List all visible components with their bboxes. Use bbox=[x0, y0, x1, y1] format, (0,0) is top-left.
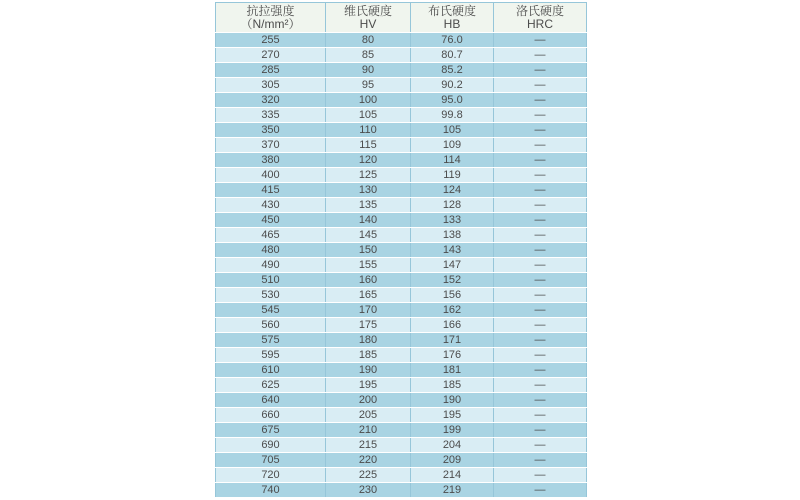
table-cell: 530 bbox=[216, 288, 326, 303]
table-cell: — bbox=[494, 153, 587, 168]
table-cell: — bbox=[494, 438, 587, 453]
table-cell: 430 bbox=[216, 198, 326, 213]
table-cell: — bbox=[494, 168, 587, 183]
table-cell: 152 bbox=[411, 273, 494, 288]
table-cell: 190 bbox=[326, 363, 411, 378]
table-cell: 255 bbox=[216, 33, 326, 48]
table-cell: 400 bbox=[216, 168, 326, 183]
table-cell: 171 bbox=[411, 333, 494, 348]
table-row bbox=[216, 438, 587, 453]
table-cell: 190 bbox=[411, 393, 494, 408]
table-cell: 155 bbox=[326, 258, 411, 273]
table-header bbox=[216, 3, 587, 33]
table-row bbox=[216, 138, 587, 153]
column-title: 抗拉强度 bbox=[246, 4, 295, 18]
table-cell: 450 bbox=[216, 213, 326, 228]
table-body bbox=[216, 33, 587, 498]
table-cell: 350 bbox=[216, 123, 326, 138]
table-cell: 95.0 bbox=[411, 93, 494, 108]
table-row bbox=[216, 153, 587, 168]
table-row bbox=[216, 228, 587, 243]
table-cell: 109 bbox=[411, 138, 494, 153]
table-row bbox=[216, 198, 587, 213]
table-cell: 130 bbox=[326, 183, 411, 198]
table-cell: 76.0 bbox=[411, 33, 494, 48]
table-row bbox=[216, 348, 587, 363]
table-cell: — bbox=[494, 213, 587, 228]
column-unit: （N/mm²） bbox=[240, 17, 301, 31]
table-cell: 625 bbox=[216, 378, 326, 393]
table-cell: 199 bbox=[411, 423, 494, 438]
table-cell: 145 bbox=[326, 228, 411, 243]
column-header-brinell-hardness bbox=[411, 3, 494, 33]
table-cell: 740 bbox=[216, 483, 326, 498]
table-cell: 285 bbox=[216, 63, 326, 78]
table-cell: — bbox=[494, 138, 587, 153]
column-header-rockwell-hardness bbox=[494, 3, 587, 33]
column-title: 布氏硬度 bbox=[427, 4, 476, 18]
table-cell: 185 bbox=[326, 348, 411, 363]
table-cell: 135 bbox=[326, 198, 411, 213]
table-row bbox=[216, 93, 587, 108]
table-cell: 220 bbox=[326, 453, 411, 468]
table-cell: 166 bbox=[411, 318, 494, 333]
table-cell: — bbox=[494, 258, 587, 273]
table-cell: 105 bbox=[411, 123, 494, 138]
table-cell: 105 bbox=[326, 108, 411, 123]
table-row bbox=[216, 408, 587, 423]
table-cell: 85.2 bbox=[411, 63, 494, 78]
table-row bbox=[216, 108, 587, 123]
table-cell: — bbox=[494, 123, 587, 138]
table-cell: 370 bbox=[216, 138, 326, 153]
table-row bbox=[216, 33, 587, 48]
table-cell: 415 bbox=[216, 183, 326, 198]
table-cell: 110 bbox=[326, 123, 411, 138]
table-cell: — bbox=[494, 228, 587, 243]
table-cell: 195 bbox=[326, 378, 411, 393]
table-cell: 180 bbox=[326, 333, 411, 348]
table-cell: 690 bbox=[216, 438, 326, 453]
table-cell: — bbox=[494, 363, 587, 378]
table-row bbox=[216, 273, 587, 288]
table-cell: — bbox=[494, 108, 587, 123]
table-cell: 610 bbox=[216, 363, 326, 378]
table-cell: 595 bbox=[216, 348, 326, 363]
table-cell: — bbox=[494, 48, 587, 63]
table-cell: 510 bbox=[216, 273, 326, 288]
table-cell: — bbox=[494, 408, 587, 423]
table-cell: 215 bbox=[326, 438, 411, 453]
table-cell: 675 bbox=[216, 423, 326, 438]
table-cell: 335 bbox=[216, 108, 326, 123]
column-header-vickers-hardness bbox=[326, 3, 411, 33]
table-cell: — bbox=[494, 63, 587, 78]
table-cell: — bbox=[494, 348, 587, 363]
table-cell: 150 bbox=[326, 243, 411, 258]
table-cell: 185 bbox=[411, 378, 494, 393]
table-row bbox=[216, 243, 587, 258]
table-cell: 705 bbox=[216, 453, 326, 468]
table-cell: 560 bbox=[216, 318, 326, 333]
table-cell: 162 bbox=[411, 303, 494, 318]
table-cell: — bbox=[494, 318, 587, 333]
table-cell: — bbox=[494, 78, 587, 93]
table-row bbox=[216, 333, 587, 348]
table-cell: 125 bbox=[326, 168, 411, 183]
table-row bbox=[216, 363, 587, 378]
table-row bbox=[216, 378, 587, 393]
table-cell: 480 bbox=[216, 243, 326, 258]
table-cell: 225 bbox=[326, 468, 411, 483]
table-cell: 575 bbox=[216, 333, 326, 348]
table-cell: 545 bbox=[216, 303, 326, 318]
table-cell: 114 bbox=[411, 153, 494, 168]
hardness-table-container bbox=[215, 2, 586, 498]
table-cell: 90.2 bbox=[411, 78, 494, 93]
table-cell: 138 bbox=[411, 228, 494, 243]
table-cell: — bbox=[494, 468, 587, 483]
table-row bbox=[216, 78, 587, 93]
table-row bbox=[216, 483, 587, 498]
table-row bbox=[216, 168, 587, 183]
table-cell: 90 bbox=[326, 63, 411, 78]
table-cell: 100 bbox=[326, 93, 411, 108]
table-row bbox=[216, 213, 587, 228]
table-row bbox=[216, 48, 587, 63]
table-cell: 660 bbox=[216, 408, 326, 423]
table-cell: 380 bbox=[216, 153, 326, 168]
table-cell: 181 bbox=[411, 363, 494, 378]
table-cell: 133 bbox=[411, 213, 494, 228]
table-cell: — bbox=[494, 288, 587, 303]
table-row bbox=[216, 288, 587, 303]
table-cell: — bbox=[494, 183, 587, 198]
table-cell: 80 bbox=[326, 33, 411, 48]
table-cell: 165 bbox=[326, 288, 411, 303]
table-cell: — bbox=[494, 33, 587, 48]
column-title: 维氏硬度 bbox=[343, 4, 392, 18]
table-cell: — bbox=[494, 93, 587, 108]
table-cell: — bbox=[494, 303, 587, 318]
column-header-tensile-strength bbox=[216, 3, 326, 33]
table-cell: 147 bbox=[411, 258, 494, 273]
table-cell: 140 bbox=[326, 213, 411, 228]
table-cell: 209 bbox=[411, 453, 494, 468]
table-cell: 160 bbox=[326, 273, 411, 288]
table-cell: — bbox=[494, 243, 587, 258]
table-cell: — bbox=[494, 378, 587, 393]
table-row bbox=[216, 318, 587, 333]
table-row bbox=[216, 63, 587, 78]
column-unit: HRC bbox=[527, 17, 553, 31]
table-cell: 85 bbox=[326, 48, 411, 63]
table-row bbox=[216, 423, 587, 438]
table-cell: 120 bbox=[326, 153, 411, 168]
table-row bbox=[216, 303, 587, 318]
table-header-row bbox=[216, 3, 587, 33]
table-row bbox=[216, 393, 587, 408]
table-cell: 170 bbox=[326, 303, 411, 318]
table-cell: 270 bbox=[216, 48, 326, 63]
table-cell: 204 bbox=[411, 438, 494, 453]
table-cell: 210 bbox=[326, 423, 411, 438]
table-cell: 200 bbox=[326, 393, 411, 408]
table-cell: 95 bbox=[326, 78, 411, 93]
column-unit: HV bbox=[359, 17, 377, 31]
table-cell: 490 bbox=[216, 258, 326, 273]
table-cell: — bbox=[494, 333, 587, 348]
table-cell: — bbox=[494, 198, 587, 213]
column-title: 洛氏硬度 bbox=[515, 4, 564, 18]
table-cell: 230 bbox=[326, 483, 411, 498]
table-row bbox=[216, 183, 587, 198]
table-cell: 640 bbox=[216, 393, 326, 408]
table-cell: 320 bbox=[216, 93, 326, 108]
hardness-conversion-table bbox=[215, 2, 587, 498]
table-cell: 156 bbox=[411, 288, 494, 303]
table-cell: — bbox=[494, 453, 587, 468]
table-cell: — bbox=[494, 423, 587, 438]
table-cell: 143 bbox=[411, 243, 494, 258]
table-cell: — bbox=[494, 393, 587, 408]
table-cell: — bbox=[494, 273, 587, 288]
table-cell: 195 bbox=[411, 408, 494, 423]
table-cell: 128 bbox=[411, 198, 494, 213]
table-cell: 720 bbox=[216, 468, 326, 483]
table-cell: 80.7 bbox=[411, 48, 494, 63]
table-row bbox=[216, 453, 587, 468]
table-cell: 305 bbox=[216, 78, 326, 93]
column-unit: HB bbox=[443, 17, 461, 31]
table-cell: 205 bbox=[326, 408, 411, 423]
table-cell: — bbox=[494, 483, 587, 498]
table-cell: 465 bbox=[216, 228, 326, 243]
table-cell: 176 bbox=[411, 348, 494, 363]
table-cell: 214 bbox=[411, 468, 494, 483]
table-row bbox=[216, 123, 587, 138]
table-cell: 115 bbox=[326, 138, 411, 153]
table-cell: 119 bbox=[411, 168, 494, 183]
table-cell: 99.8 bbox=[411, 108, 494, 123]
table-cell: 175 bbox=[326, 318, 411, 333]
table-cell: 219 bbox=[411, 483, 494, 498]
table-row bbox=[216, 468, 587, 483]
table-cell: 124 bbox=[411, 183, 494, 198]
table-row bbox=[216, 258, 587, 273]
